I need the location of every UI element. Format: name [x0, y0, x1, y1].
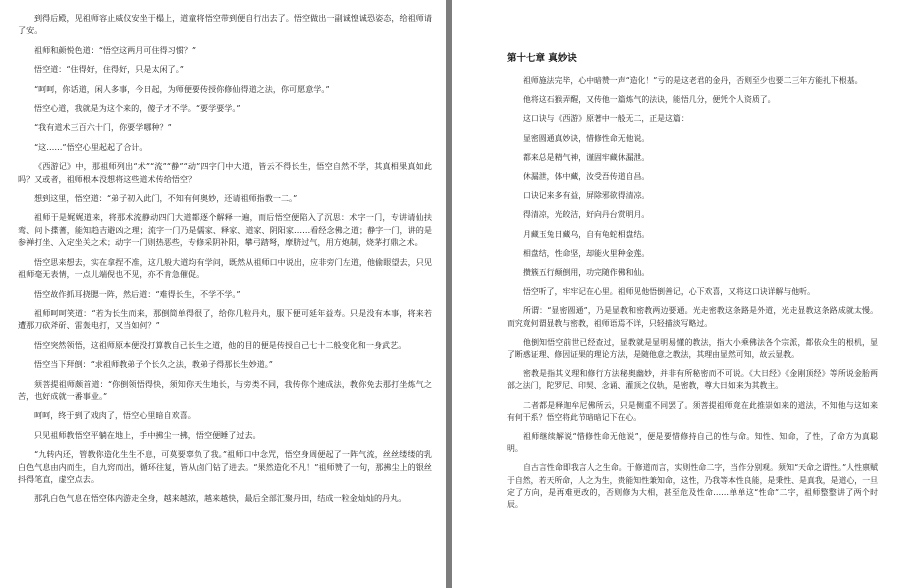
left-paragraph: 悟空故作抓耳挠腮一阵，然后道：“难得长生，不学不学。”: [34, 288, 241, 299]
right-paragraph: 这口诀与《西游》原著中一般无二，正是这篇：: [523, 114, 689, 124]
verse-line: 显密圆通真妙诀，惜修性命无他说。: [523, 133, 650, 143]
left-paragraph: “我有道术三百六十门，你要学哪种？”: [34, 122, 172, 133]
left-paragraph: 想到这里，悟空道：“弟子初入此门，不知有何奥妙，还请祖师指教一二。”: [34, 193, 298, 204]
left-paragraph: 那乳白色气息在悟空体内游走全身，越来越浓，越来越快，最后全部汇聚丹田，结成一粒金灿灿的丹丸。: [34, 493, 407, 504]
left-paragraph: 悟空思来想去，实在拿捏不准，这几般大道均有学问，既然从祖师口中说出，应非旁门左道，他偷眼望去，只见祖师毫无表情，一点儿端倪也不见，亦不肯急催促。: [18, 256, 432, 280]
right-paragraph: 祖师继续解说“惜修性命无他说”，便是要惜修持自己的性与命。知性、知命，了性，了命方为真聪明。: [507, 432, 878, 454]
verse-line: 月藏玉兔日藏乌，自有龟蛇相盘结。: [523, 229, 650, 239]
left-paragraph: 须菩提祖师颇首道：“你倒领悟得快，须知你天生地长，与旁类不同，我传你个速成法，教你免去那打坐炼气之苦，也好成就一番事业。”: [18, 378, 432, 401]
left-paragraph: “九转内还，管教你造化生生不息，可莫要辜负了我。”祖师口中念咒，悟空身周便起了一阵气流，丝丝缕缕的乳白色气息由内而生，自九窍而出，循环往复，皆从卤门钻了进去。“果然造化不凡！”祖师赞了一句，那拂尘上的银丝抖得笔直，虚空点去。: [18, 449, 432, 484]
left-paragraph: 悟空心道，我就是为这个来的，傻子才不学。“要学要学。”: [34, 103, 241, 114]
right-paragraph: 他倒知悟空前世已经查过，显教就是显明易懂的教法，指大小乘佛法各个宗派，都依众生的根机，显了断惑证理、修因证果的理论方法，是随他意之教法，其理由显然可知，故云显教。: [507, 337, 878, 360]
right-paragraph: 所谓：“显密圆通”，乃是显教和密教两边要通。光走密教这条路是外道，光走显教这条路成就太慢。而究竟何谓显教与密教，祖师语焉不详，只轻描淡写略过。: [507, 306, 878, 328]
right-paragraph: 二者都是释迦牟尼佛所云，只是侧重不同罢了。须菩提祖师竟在此推崇如来的道法，不知他与这如来有何干系？悟空将此节暗暗记下在心。: [507, 400, 878, 422]
chapter-title: 第十七章 真妙诀: [507, 53, 577, 64]
left-paragraph: 只见祖师教悟空平躺在地上，手中拂尘一拂，悟空便睡了过去。: [34, 429, 261, 440]
left-paragraph: 呵呵，终于到了戏肉了，悟空心里暗自欢喜。: [34, 410, 196, 421]
left-paragraph: 《西游记》中，那祖师列出“术”“流”“静”“动”四字门中大道，皆云不得长生，悟空自然不学，其真相果真如此吗？又或者，祖师根本没想将这些道术传给悟空？: [18, 161, 432, 184]
verse-line: 得清凉，光皎洁，好向丹台赏明月。: [523, 210, 650, 220]
left-paragraph: 悟空当下拜倒：“求祖师教弟子个长久之法，教弟子得那长生妙道。”: [34, 359, 273, 370]
right-paragraph: 祖师施法完毕，心中暗赞一声“造化！”亏的是这老君的金丹，否则至少也要二三年方能扎下根基。: [523, 76, 863, 85]
right-paragraph: 密教是指其义理和修行方法秘奥幽妙，并非有所秘密而不可说。《大日经》《金刚顶经》等所说金胎两部之法门，陀罗尼、印契、念诵、灌顶之仪轨，是密教，尊大日如来为其教主。: [507, 369, 878, 391]
verse-line: 都来总是精气神，谨固牢藏休漏泄。: [523, 152, 650, 162]
right-paragraph: 自古言性命即我言人之生命。于修道而言，实则性命二字，当作分别观。须知“天命之谓性。”人性禀赋于自然，若天所命，人之为生，贵能知性兼知命，这性，乃我等本性良能，是秉性、是真我，是道心，一旦定了方向，是再难更改的，否则修为大相，甚至危及性命……单单这“性命”二字，祖师整整讲了两个时辰。: [507, 463, 878, 510]
right-paragraph: 他将这石猴弄醒，又传他一篇炼气的法诀，能悟几分，便凭个人资质了。: [523, 95, 776, 105]
left-paragraph: 悟空突然领悟，这祖师原本便没打算教自己长生之道，他的目的便是传授自己七十二般变化和一身武艺。: [34, 339, 407, 350]
left-paragraph: 悟空道：“住得好，住得好，只是太闲了。”: [34, 64, 184, 75]
left-paragraph: 祖师和颜悦色道：“悟空这两月可住得习惯？”: [34, 44, 197, 55]
left-paragraph: “这……”悟空心里起起了合计。: [34, 141, 148, 152]
right-page: [452, 0, 898, 588]
left-paragraph: 到得后殿，见祖师容止威仪安坐于榻上，道童将悟空带到便自行出去了。悟空做出一副诚惶诚恐姿态，给祖师请了安。: [18, 13, 432, 36]
verse-line: 攒簇五行颠倒用，功完随作佛和仙。: [523, 268, 650, 278]
verse-line: 休漏泄，体中藏，汝受吾传道自昌。: [523, 172, 650, 182]
verse-line: 口诀记来多有益，屏除邪欲得清凉。: [523, 191, 650, 201]
left-page: [0, 0, 446, 588]
verse-line: 相盘结，性命坚，却能火里种金莲。: [523, 248, 650, 258]
left-paragraph: “呵呵，你话道，闲人多事，今日起，为师便要传授你修仙得道之法，你可愿意学。”: [34, 83, 330, 94]
right-paragraph: 悟空听了，牢牢记在心里。祖师见他悟倒善记，心下欢喜，又将这口诀详解与他听。: [523, 287, 815, 297]
left-paragraph: 祖师于是娓娓道来，将那术流静动四门大道都逐个解释一遍，而后悟空便陷入了沉思：术字一门，专讲请仙扶鸾、问卜揲蓍，能知趋吉避凶之理；流字一门乃是儒家、释家、道家、阴阳家……看经念佛之道；静字一门，讲的是参禅打坐、入定坐关之术；动字一门则热恶些，专修采阴补阳，攀弓踏弩，摩脐过气，用方炮制，烧茅打鼎之术。: [18, 212, 432, 248]
left-paragraph: 祖师呵呵笑道：“若为长生而来，那倒简单得很了，给你几粒丹丸，服下便可延年益寿。只是没有本事，将来若遭那刀砍斧斫、雷轰电打，又当如何？”: [18, 307, 432, 331]
